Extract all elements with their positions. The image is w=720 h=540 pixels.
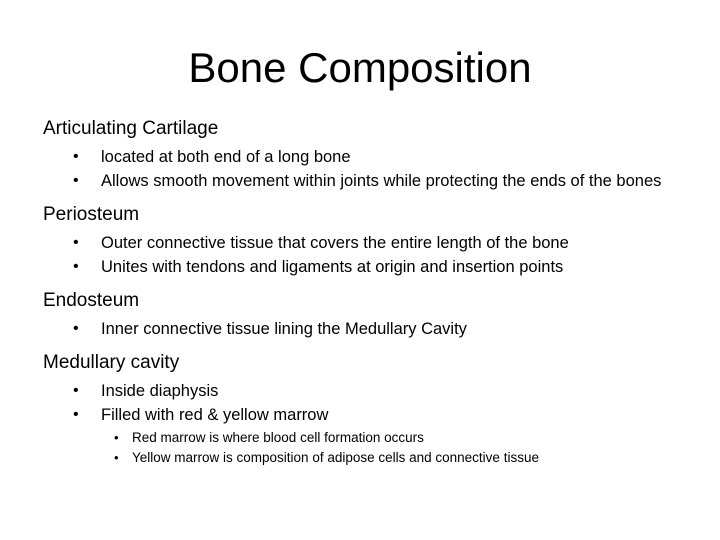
bullet-text: located at both end of a long bone xyxy=(101,148,351,166)
bullet-list xyxy=(43,146,693,192)
bullet-dot-icon: • xyxy=(114,430,119,445)
section-periosteum xyxy=(43,202,693,278)
bullet-dot-icon: • xyxy=(73,320,79,337)
bullet-dot-icon: • xyxy=(73,382,79,399)
section-heading: Endosteum xyxy=(43,290,140,311)
section-endosteum xyxy=(43,288,693,340)
section-medullary-cavity xyxy=(43,350,693,468)
sub-bullet-item xyxy=(43,428,693,448)
bullet-item xyxy=(43,256,693,278)
bullet-dot-icon: • xyxy=(73,172,79,189)
bullet-list xyxy=(43,380,693,426)
bullet-item xyxy=(43,170,693,192)
bullet-item xyxy=(43,318,693,340)
bullet-dot-icon: • xyxy=(73,406,79,423)
section-heading: Medullary cavity xyxy=(43,352,180,373)
section-articulating-cartilage xyxy=(43,116,693,192)
bullet-text: Inside diaphysis xyxy=(101,382,219,400)
section-heading: Periosteum xyxy=(43,204,140,225)
bullet-dot-icon: • xyxy=(73,148,79,165)
bullet-text: Filled with red & yellow marrow xyxy=(101,406,329,424)
bullet-text: Outer connective tissue that covers the entire length of the bone xyxy=(101,234,569,252)
slide-content xyxy=(43,116,693,478)
bullet-text: Allows smooth movement within joints while protecting the ends of the bones xyxy=(101,172,662,190)
bullet-text: Inner connective tissue lining the Medullary Cavity xyxy=(101,320,467,338)
slide-title: Bone Composition xyxy=(188,44,532,91)
bullet-item xyxy=(43,380,693,402)
bullet-dot-icon: • xyxy=(73,258,79,275)
sub-bullet-text: Red marrow is where blood cell formation occurs xyxy=(132,430,424,445)
bullet-item xyxy=(43,404,693,426)
bullet-dot-icon: • xyxy=(73,234,79,251)
bullet-text: Unites with tendons and ligaments at origin and insertion points xyxy=(101,258,564,276)
sub-bullet-list xyxy=(43,428,693,468)
bullet-item xyxy=(43,146,693,168)
bullet-item xyxy=(43,232,693,254)
sub-bullet-text: Yellow marrow is composition of adipose cells and connective tissue xyxy=(132,450,539,465)
bullet-list xyxy=(43,318,693,340)
section-heading: Articulating Cartilage xyxy=(43,118,219,139)
sub-bullet-item xyxy=(43,448,693,468)
bullet-list xyxy=(43,232,693,278)
bullet-dot-icon: • xyxy=(114,450,119,465)
